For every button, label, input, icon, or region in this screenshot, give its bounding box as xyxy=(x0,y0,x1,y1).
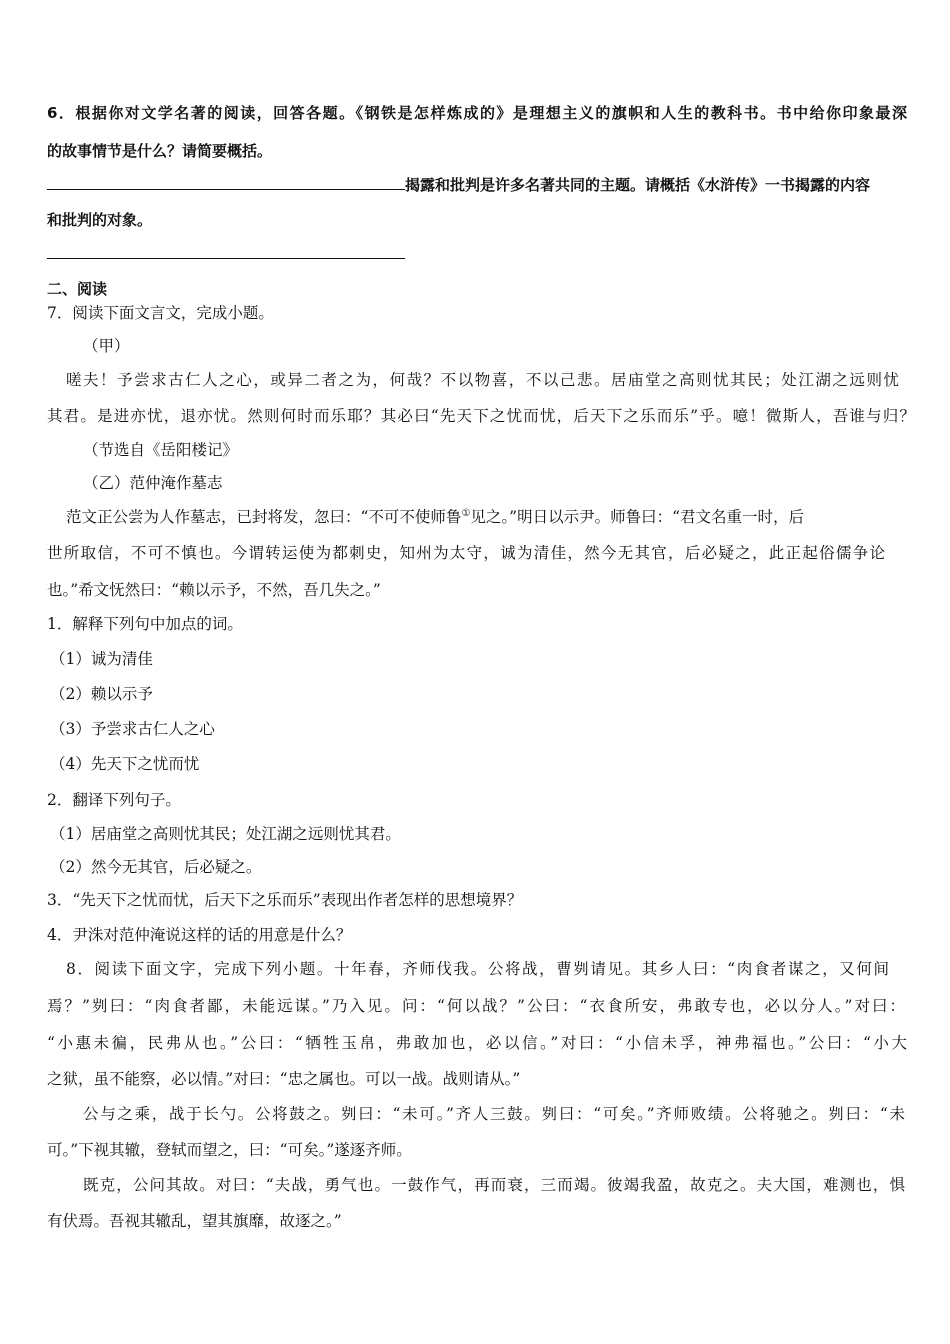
answer-blank-2[interactable] xyxy=(47,244,405,259)
q7-sub2-item-1: （1）居庙堂之高则忧其民；处江湖之远则忧其君。 xyxy=(50,825,401,843)
q7-sub1: 1．解释下列句中加点的词。 xyxy=(47,615,243,633)
q7-yi-line-3: 也。”希文怃然曰：“赖以示予，不然，吾几失之。” xyxy=(47,581,381,599)
q8-p3-line-2: 有伏焉。吾视其辙乱，望其旗靡，故逐之。” xyxy=(47,1212,342,1230)
q7-yi-label: （乙）范仲淹作墓志 xyxy=(83,474,223,492)
q8-p2-line-2: 可。”下视其辙，登轼而望之，曰：“可矣。”遂逐齐师。 xyxy=(47,1141,412,1159)
q7-sub1-item-2: （2）赖以示予 xyxy=(50,685,153,703)
q8-line-1: 8．阅读下面文字，完成下列小题。十年春，齐师伐我。公将战，曹刿请见。其乡人曰：“肉食者谋之，又何间 xyxy=(66,960,889,978)
q6-line-4: 和批判的对象。 xyxy=(47,211,153,229)
q6-line-2: 的故事情节是什么？请简要概括。 xyxy=(47,142,273,160)
section-title-reading: 二、阅读 xyxy=(47,280,108,298)
q8-p2-line-1: 公与之乘，战于长勺。公将鼓之。刿曰：“未可。”齐人三鼓。刿曰：“可矣。”齐师败绩。公将驰之。刿曰：“未 xyxy=(83,1105,905,1123)
q7-sub1-item-3: （3）予尝求古仁人之心 xyxy=(50,720,215,738)
q7-jia-label: （甲） xyxy=(83,337,130,355)
q7-yi-line-2: 世所取信，不可不慎也。今谓转运使为都刺史，知州为太守，诚为清佳，然今无其官，后必疑之，此正起俗儒争论 xyxy=(47,544,885,562)
q8-p3-line-1: 既克，公问其故。对曰：“夫战，勇气也。一鼓作气，再而衰，三而竭。彼竭我盈，故克之。夫大国，难测也，惧 xyxy=(83,1176,905,1194)
q7-yi-line-1-a: 范文正公尝为人作墓志，已封将发，忽曰：“不可不使师鲁 xyxy=(66,508,462,526)
q7-sub4: 4．尹洙对范仲淹说这样的话的用意是什么？ xyxy=(47,926,352,944)
q7-jia-line-1: 嗟夫！予尝求古仁人之心，或异二者之为，何哉？不以物喜，不以己悲。居庙堂之高则忧其民；处江湖之远则忧 xyxy=(66,371,899,389)
q8-line-2: 焉？”刿曰：“肉食者鄙，未能远谋。”乃入见。问：“何以战？”公曰：“衣食所安，弗敢专也，必以分人。”对曰： xyxy=(47,997,905,1015)
q7-jia-line-2: 其君。是进亦忧，退亦忧。然则何时而乐耶？其必曰“先天下之忧而忧，后天下之乐而乐”乎。噫！微斯人，吾谁与归？ xyxy=(47,407,915,425)
q7-intro: 7．阅读下面文言文，完成小题。 xyxy=(47,304,274,322)
q7-sub1-item-4: （4）先天下之忧而忧 xyxy=(50,755,200,773)
q7-sub2-item-2: （2）然今无其官，后必疑之。 xyxy=(50,858,262,876)
q7-jia-source: （节选自《岳阳楼记》 xyxy=(83,441,239,459)
q7-sub2: 2．翻译下列句子。 xyxy=(47,791,181,809)
q6-line-3-text: 揭露和批判是许多名著共同的主题。请概括《水浒传》一书揭露的内容 xyxy=(405,176,871,194)
q7-yi-line-1-b: 见之。”明日以示尹。师鲁曰：“君文名重一时，后 xyxy=(470,508,805,526)
footnote-mark: ① xyxy=(461,507,471,519)
answer-blank-2-row xyxy=(47,244,907,264)
q7-sub1-item-1: （1）诚为清佳 xyxy=(50,650,153,668)
q7-sub3: 3．“先天下之忧而忧，后天下之乐而乐”表现出作者怎样的思想境界？ xyxy=(47,891,523,909)
q6-line-3 xyxy=(47,175,907,195)
q7-yi-line-1 xyxy=(66,507,904,527)
q8-line-3: “小惠未徧，民弗从也。”公曰：“牺牲玉帛，弗敢加也，必以信。”对曰：“小信未孚，神弗福也。”公曰：“小大 xyxy=(47,1034,907,1052)
answer-blank-1[interactable] xyxy=(47,175,405,190)
q6-line-1: 6．根据你对文学名著的阅读，回答各题。《钢铁是怎样炼成的》是理想主义的旗帜和人生的教科书。书中给你印象最深 xyxy=(47,104,907,122)
q8-line-4: 之狱，虽不能察，必以情。”对曰：“忠之属也。可以一战。战则请从。” xyxy=(47,1070,521,1088)
